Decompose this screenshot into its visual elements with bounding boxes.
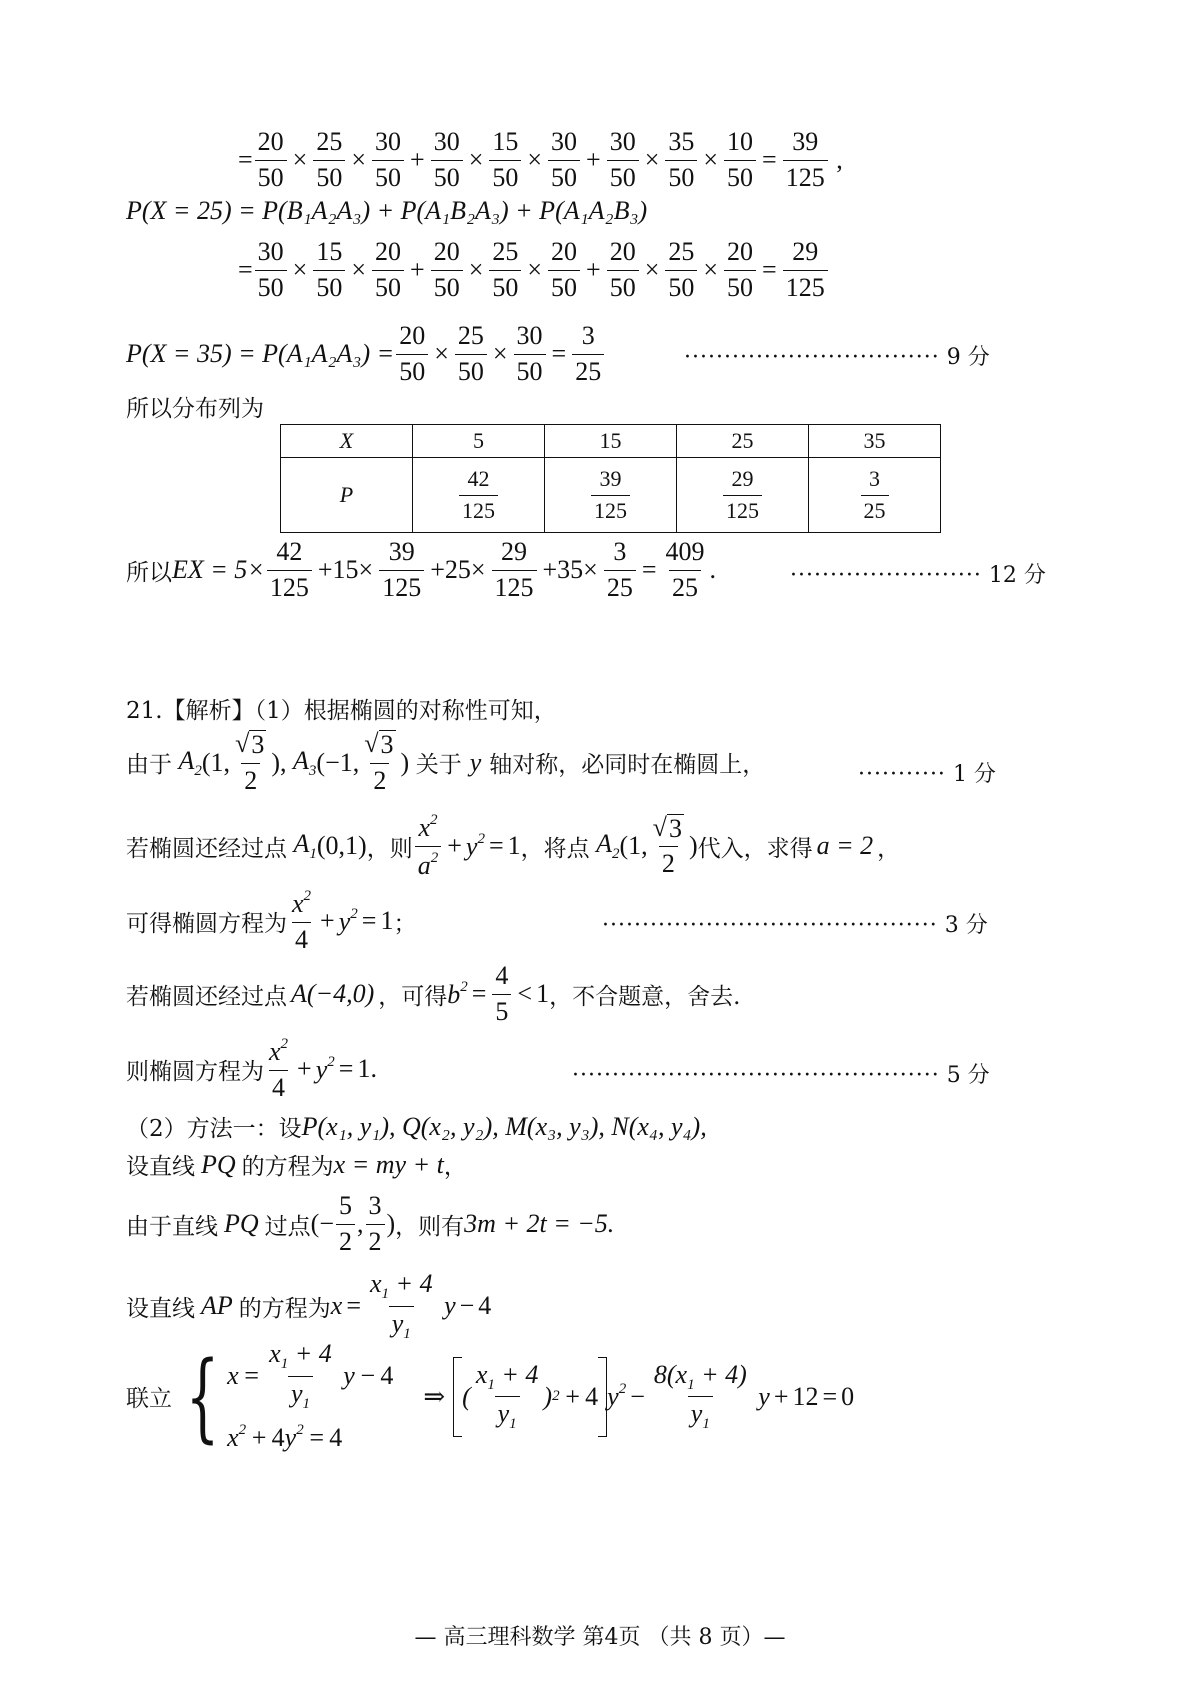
distribution-table: [280, 424, 941, 533]
text-segment: ，则: [366, 835, 413, 862]
fraction: $\frac{x_1 + 4}{y_1}$: [369, 1269, 433, 1342]
text-segment: ，: [877, 835, 901, 862]
fraction: $\frac{3}{25}$: [604, 538, 636, 602]
fraction: $\frac{30}{50}$: [548, 128, 580, 192]
equation-line-x35: P(X = 35) = P(A₁A₂A₃) = $\frac{20}{50}$ × $\frac{25}{50}$ × $\frac{30}{50}$ = $\frac{3}{25}$: [126, 322, 606, 386]
q21-line-ap: 设直线 AP 的方程为 x = $\frac{x_1 + 4}{y_1}$ y − 4: [126, 1269, 492, 1342]
text-segment: A(−4,0): [291, 979, 375, 1009]
q21-system: 联立 { x = $\frac{x_1 + 4}{y_1}$ y − 4 $x^2 + 4y^2 = 4$ ⇒ ( $\frac{x_1 + 4}{y_1}$ ) 2 + 4 $y^2$ − $\frac{8(x_1 + 4)}{y_1}$ y + 12 = 0: [126, 1339, 855, 1453]
expectation-prefix: 所以: [126, 559, 172, 586]
text-segment: 由于直线: [126, 1213, 218, 1240]
fraction: $\frac{10}{50}$: [724, 128, 756, 192]
fraction: $\frac{30}{50}$: [514, 322, 546, 386]
fraction: $\frac{20}{50}$: [396, 322, 428, 386]
table-value: 35: [809, 425, 941, 458]
text-segment: 若椭圆还经过点: [126, 983, 287, 1010]
table-prob: $\frac{39}{125}$: [545, 458, 677, 533]
fraction: $\frac{409}{25}$: [665, 537, 705, 602]
score-text: 1 分: [952, 762, 996, 787]
table-prob: $\frac{29}{125}$: [677, 458, 809, 533]
text-segment: 轴对称，必同时在椭圆上，: [489, 752, 766, 779]
text-segment: 联立: [126, 1386, 172, 1412]
score-text: 5 分: [946, 1063, 990, 1088]
text-segment: 3m + 2t = −5.: [464, 1209, 615, 1239]
text-segment: 由于: [126, 752, 172, 779]
q21-heading-text: 21.【解析】（1）根据椭圆的对称性可知，: [126, 698, 557, 724]
fraction: $\frac{3}{25}$: [572, 322, 604, 386]
q21-line-ellipse-1: 可得椭圆方程为 $\frac{x^2}{4}$ + $y^2$ = 1 ；: [126, 888, 417, 954]
text-segment: ，则有: [395, 1213, 465, 1240]
fraction: $\frac{x^2}{4}$: [269, 1036, 289, 1102]
text-segment: 设直线: [126, 1295, 195, 1322]
text-segment: ，将点: [520, 835, 590, 862]
distribution-intro-text: [126, 390, 264, 423]
score-text: 9 分: [946, 345, 990, 370]
px35-expression: P(X = 35) = P(A₁A₂A₃) =: [126, 339, 395, 369]
expectation-expression: EX = 5×: [172, 555, 265, 585]
score-marker-3: ·········································· 3 分: [602, 913, 988, 938]
q21-line-symmetry: 由于 $A_2$ (1, √ 3 2 ), $A_3$ (−1, √ 3 2 ) 关于 y 轴对称，必同时在椭圆上，: [126, 729, 766, 795]
page-footer: — 高三理科数学 第4页 （共 8 页）—: [414, 1625, 786, 1650]
left-bracket: [453, 1357, 462, 1437]
text-segment: a = 2: [816, 831, 874, 861]
fraction: $\frac{4}{5}$: [492, 962, 511, 1026]
text-segment: 关于: [415, 752, 462, 779]
table-prob: $\frac{3}{25}$: [809, 458, 941, 533]
text-segment: ；: [393, 910, 417, 937]
fraction: $\frac{20}{50}$: [548, 238, 580, 302]
score-marker-1: ··········· 1 分: [858, 762, 996, 787]
score-text: 12 分: [988, 563, 1046, 588]
text-segment: 则椭圆方程为: [126, 1058, 264, 1085]
text-segment: 设直线: [126, 1154, 195, 1180]
text-segment: 的方程为: [241, 1154, 334, 1180]
fraction: $\frac{20}{50}$: [724, 238, 756, 302]
text-segment: PQ: [224, 1209, 259, 1239]
left-brace: {: [185, 1340, 220, 1453]
equation-px25-definition: [126, 196, 647, 226]
table-header-row: [281, 425, 941, 458]
table-header-x: X: [281, 425, 413, 458]
table-value: 25: [677, 425, 809, 458]
fraction: $\frac{25}{50}$: [455, 322, 487, 386]
text-segment: y: [469, 747, 482, 777]
expectation-line: 所以 EX = 5× $\frac{42}{125}$ +15× $\frac{39}{125}$ +25× $\frac{29}{125}$ +35× $\frac{3}{25}$ = $\frac{409}{25}$ .: [126, 537, 717, 602]
fraction: $\frac{29}{125}$: [783, 238, 828, 302]
fraction: $\frac{x^2}{a^2}$: [415, 812, 442, 880]
fraction: $\frac{5}{2}$: [336, 1192, 355, 1256]
fraction: $\frac{30}{50}$: [431, 128, 463, 192]
score-text: 3 分: [944, 913, 988, 938]
text-segment: x = my + t: [333, 1149, 444, 1179]
fraction: $\frac{25}{50}$: [489, 238, 521, 302]
q21-line-pq: [126, 1148, 467, 1181]
equals-sign: =: [238, 145, 253, 175]
text-segment: 过点: [264, 1213, 311, 1240]
score-marker-5: ·············································· 5 分: [572, 1063, 990, 1088]
fraction: $\frac{20}{50}$: [607, 238, 639, 302]
text-segment: 代入，求得: [697, 835, 813, 862]
fraction: $\frac{25}{50}$: [313, 128, 345, 192]
q21-line-reject: 若椭圆还经过点 A(−4,0) ，可得 $b^2$ = $\frac{4}{5}$ < 1 ，不合题意，舍去.: [126, 961, 741, 1026]
px25-expression: P(X = 25) = P(B₁A₂A₃) + P(A₁B₂A₃) + P(A₁A₂B₃): [126, 196, 648, 225]
text-segment: ，可得: [378, 983, 448, 1010]
fraction: $\frac{20}{50}$: [431, 238, 463, 302]
table-prob-row: [281, 458, 941, 533]
q21-heading: [126, 692, 557, 725]
q21-line-through: 由于直线 PQ 过点 (− $\frac{5}{2}$ , $\frac{3}{2}$ ) ，则有 3m + 2t = −5.: [126, 1191, 615, 1256]
text-segment: （2）方法一：设: [126, 1116, 302, 1142]
text-segment: PQ: [201, 1149, 236, 1179]
fraction: $\frac{20}{50}$: [372, 238, 404, 302]
fraction: $\frac{30}{50}$: [255, 238, 287, 302]
fraction: $\frac{15}{50}$: [313, 238, 345, 302]
fraction: √ 3 2: [235, 729, 265, 795]
fraction: $\frac{20}{50}$: [255, 128, 287, 192]
table-value: 15: [545, 425, 677, 458]
text-segment: AP: [201, 1291, 233, 1320]
text-segment: ，不合题意，舍去.: [549, 983, 741, 1010]
score-marker-12: ························ 12 分: [790, 563, 1046, 588]
text-segment: 若椭圆还经过点: [126, 835, 287, 862]
text-segment: .: [370, 1054, 377, 1084]
fraction: $\frac{35}{50}$: [665, 128, 697, 192]
fraction: $\frac{x^2}{4}$: [292, 888, 312, 954]
fraction: $\frac{3}{2}$: [366, 1192, 385, 1256]
distribution-intro: 所以分布列为: [126, 396, 264, 422]
score-marker-9: ································ 9 分: [684, 345, 990, 370]
table-value: 5: [413, 425, 545, 458]
fraction: $\frac{39}{125}$: [379, 538, 424, 602]
equation-line-x15: = $\frac{20}{50}$ × $\frac{25}{50}$ × $\frac{30}{50}$ + $\frac{30}{50}$ × $\frac{15}{50}$ × $\frac{30}{50}$ + $\frac{30}{50}$ × $\frac{35}{50}$ × $\frac{10}{50}$ = $\frac{39}{125}$ ,: [238, 127, 843, 192]
fraction: $\frac{8(x_1 + 4)}{y_1}$: [653, 1359, 747, 1432]
q21-part2-setup: [126, 1110, 707, 1143]
fraction: $\frac{29}{125}$: [492, 538, 537, 602]
q21-line-a1: 若椭圆还经过点 $A_1$ (0,1) ，则 $\frac{x^2}{a^2}$ + $y^2$ = 1 ，将点 $A_2$ (1, √ 3 2 ) 代入，求得 a = 2 ，: [126, 812, 901, 880]
fraction: $\frac{30}{50}$: [372, 128, 404, 192]
q21-line-ellipse-final: 则椭圆方程为 $\frac{x^2}{4}$ + $y^2$ = 1 .: [126, 1036, 377, 1102]
text-segment: ，: [443, 1154, 467, 1180]
text-segment: P(x₁, y₁), Q(x₂, y₂), M(x₃, y₃), N(x₄, y₄),: [301, 1111, 707, 1141]
right-bracket: [598, 1357, 607, 1437]
fraction: $\frac{15}{50}$: [489, 128, 521, 192]
fraction: √ 3 2: [364, 729, 394, 795]
equation-line-x25: = $\frac{30}{50}$ × $\frac{15}{50}$ × $\frac{20}{50}$ + $\frac{20}{50}$ × $\frac{25}{50}$ × $\frac{20}{50}$ + $\frac{20}{50}$ × $\frac{25}{50}$ × $\frac{20}{50}$ = $\frac{29}{125}$: [238, 238, 830, 302]
system-equations: x = $\frac{x_1 + 4}{y_1}$ y − 4 $x^2 + 4y^2 = 4$: [227, 1339, 394, 1452]
text-segment: 的方程为: [238, 1295, 331, 1322]
table-header-p: P: [281, 458, 413, 533]
fraction: √ 3 2: [652, 812, 682, 879]
table-prob: $\frac{42}{125}$: [413, 458, 545, 533]
text-segment: 可得椭圆方程为: [126, 910, 287, 937]
fraction: $\frac{39}{125}$: [783, 128, 828, 192]
fraction: $\frac{42}{125}$: [267, 538, 312, 602]
fraction: $\frac{30}{50}$: [607, 128, 639, 192]
fraction: $\frac{25}{50}$: [665, 238, 697, 302]
